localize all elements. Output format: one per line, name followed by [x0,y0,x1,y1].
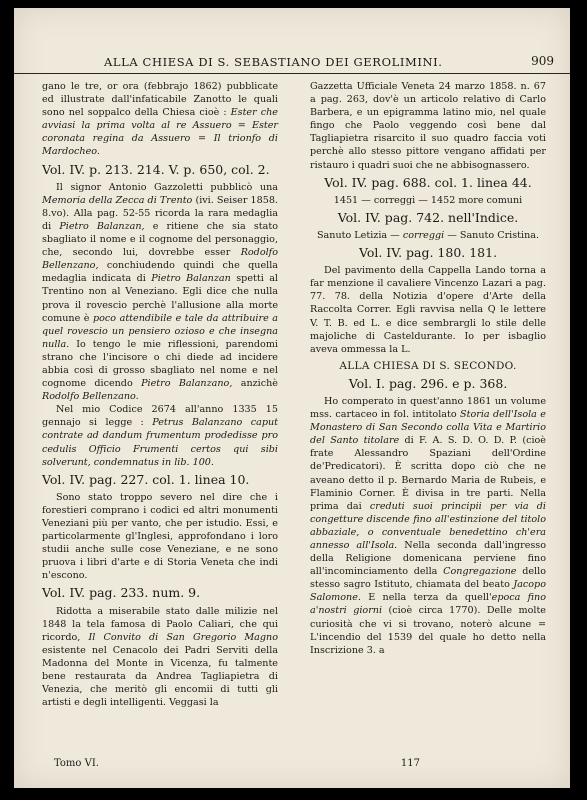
italic-text: Memoria della Zecca di Trento [42,194,193,206]
text: E nella terza da quell' [368,592,492,604]
paragraph: Gazzetta Ufficiale Veneta 24 marzo 1858. n. 67 a pag. 263, dov'è un articolo relativo di Carlo Barbera, e un epigramma latino mio, nel quale fingo che Paolo veggendo così bene dal Tagliapietra risarcito il suo quadro faccia voti perchè allo stesso pittore vengano affidati per ristauro i quadri suoi che ne abbisognassero. [310,81,546,171]
italic-text: Pietro Balanzano, [141,378,233,390]
signature-mark: 117 [400,758,420,769]
italic-text: correggi [402,229,445,241]
text: (ivi. Seiser 1858. 8.vo). Alla pag. 52-55 ricorda la rara medaglia di [42,194,278,232]
section-heading: Vol. IV. pag. 688. col. 1. linea 44. [324,174,532,190]
section-heading: Vol. IV. pag. 233. num. 9. [42,585,201,601]
paragraph [42,181,278,404]
text: Ho comperato in quest'anno 1861 un volume mss. cartaceo in fol. intitolato [310,395,546,421]
paragraph [42,605,278,710]
correction-line [310,229,546,242]
text: dello stesso sagro Istituto, chiamata del beato [310,566,546,591]
section-heading: Vol. I. pag. 296. e p. 368. [348,375,508,391]
volume-label: Tomo VI. [54,758,99,769]
section-heading: Vol. IV. pag. 227. col. 1. linea 10. [42,471,250,487]
italic-text: Ester che avviasi la prima volta al re Assuero = Ester coronata regina da Assuero = Il trionfo di Mardocheo. [42,107,278,158]
text: Nel mio Codice 2674 all'anno 1335 15 gennajo si legge : [42,404,278,429]
correction-line: 1451 — correggi — 1452 more comuni [333,194,523,206]
italic-text: Rodolfo Bellenzano. [42,391,139,403]
italic-text: Congregazione [443,566,517,578]
text: (cioè circa 1770). Delle molte curiosità che vi si trovano, noterò alcune = L'incendio del 1539 del quale ho detto nella Inscrizione 3. a [310,605,546,656]
right-column [310,80,546,657]
section-heading: Vol. IV. p. 213. 214. V. p. 650, col. 2. [42,161,270,177]
section-heading: Vol. IV. pag. 742. nell'Indice. [337,209,519,225]
italic-text: Pietro Balanzan, [59,220,145,232]
paragraph [42,403,278,468]
section-heading: Vol. IV. pag. 180. 181. [358,245,498,261]
text: conchiudendo quindi che quella medaglia indicata di [42,260,278,285]
paragraph: Del pavimento della Cappella Lando torna a far menzione il cavaliere Vincenzo Lazari a pag. 77. 78. della Notizia d'opere d'Arte della Raccolta Correr. Egli ravvisa nella Q le lettere V. T. B. ed L. e dice sembrargli lo stile delle majoliche di Casteldurante. Io per isbaglio aveva ommessa la L. [310,265,546,355]
italic-text: Storia dell'Isola e Monastero di San Secondo colla Vita e Martirio del Santo titolare [310,409,546,447]
left-column [42,80,278,709]
italic-text: creduti suoi principii per via di congetture discende fino all'estinzione del titolo abbaziale, o conventuale benedettino ch'era annesso all'Isola. [310,500,547,551]
italic-text: Petrus Balanzano caput contrate ad dandum frumentum prodedisse pro cedulis Officio Frumenti certos qui sibi solverunt, condemnatus in lib. 100. [42,417,278,468]
text: gano le tre, or ora (febbrajo 1862) pubblicate ed illustrate dall'infaticabile Zanotto le quali sono nel soppalco della Chiesa cioè : [42,81,278,119]
paragraph: Sono stato troppo severo nel dire che i forestieri comprano i codici ed altri monumenti Veneziani più per vanto, che per istudio. Essi, e particolarmente gl'Inglesi, approfondano i loro studii anche sulle cose Veneziane, e ne sono pruova i libri d'arte e di Storia Veneta che indi n'escono. [42,491,278,582]
text: Nella seconda dall'ingresso della Religione domenicana perviene fino all'incominciamento della [310,540,547,578]
text: di F. A. S. D. O. D. P. (cioè frate Alessandro Spaziani dell'Ordine de'Predicatori). È scritta dopo ciò che ne aveano detto il p. Bernardo Maria de Rubeis, e Flaminio Corner. È divisa in tre parti. Nella prima dai [310,435,546,512]
text: — Sanuto Cristina. [447,229,540,241]
text: esistente nel Cenacolo dei Padri Serviti della Madonna del Monte in Vicenza, fu talmente bene restaurata da Andrea Tagliapietra di Venezia, che meritò gli encomii di tutti gli artisti e degli intelligenti. Veggasi la [42,644,278,709]
book-page [14,8,570,788]
text: Io tengo le mie riflessioni, parendomi strano che l'incisore o chi diede ad incidere abbia così di grosso sbagliato nel nome e nel cognome dicendo [42,338,278,390]
page-number: 909 [531,54,554,68]
text: anzichè [240,378,278,390]
paragraph [310,395,546,657]
italic-text: Rodolfo Bellenzano, [42,247,278,272]
italic-text: poco attendibile e tale da attribuire a quel rovescio un pensiero ozioso e che insegna nulla. [42,312,278,350]
text: e ritiene che sia stato sbagliato il nome e il cognome del personaggio, che, secondo lui, dovrebbe esser [42,220,278,259]
italic-text: Il Convito di San Gregorio Magno [88,631,278,643]
text: Sanuto Letizia — [316,229,400,241]
text: Ridotta a miserabile stato dalle milizie nel 1848 la tela famosa di Paolo Caliari, che qui ricordo, [42,605,278,643]
running-header [14,53,570,74]
italic-text: epoca fino a'nostri giorni [310,592,546,617]
text: spetti al Trentino non al Veneziano. Egli dice che nulla prova il rovescio perchè l'allusione alla morte comune è [42,273,278,324]
italic-text: Pietro Balanzan [151,273,231,285]
running-header-title: ALLA CHIESA DI S. SEBASTIANO DEI GEROLIMINI. [104,55,443,69]
italic-text: Jacopo Salomone. [310,579,546,604]
paragraph [42,80,278,159]
chapter-heading: ALLA CHIESA DI S. SECONDO. [339,359,517,372]
text: Il signor Antonio Gazzoletti pubblicò una [56,181,278,193]
